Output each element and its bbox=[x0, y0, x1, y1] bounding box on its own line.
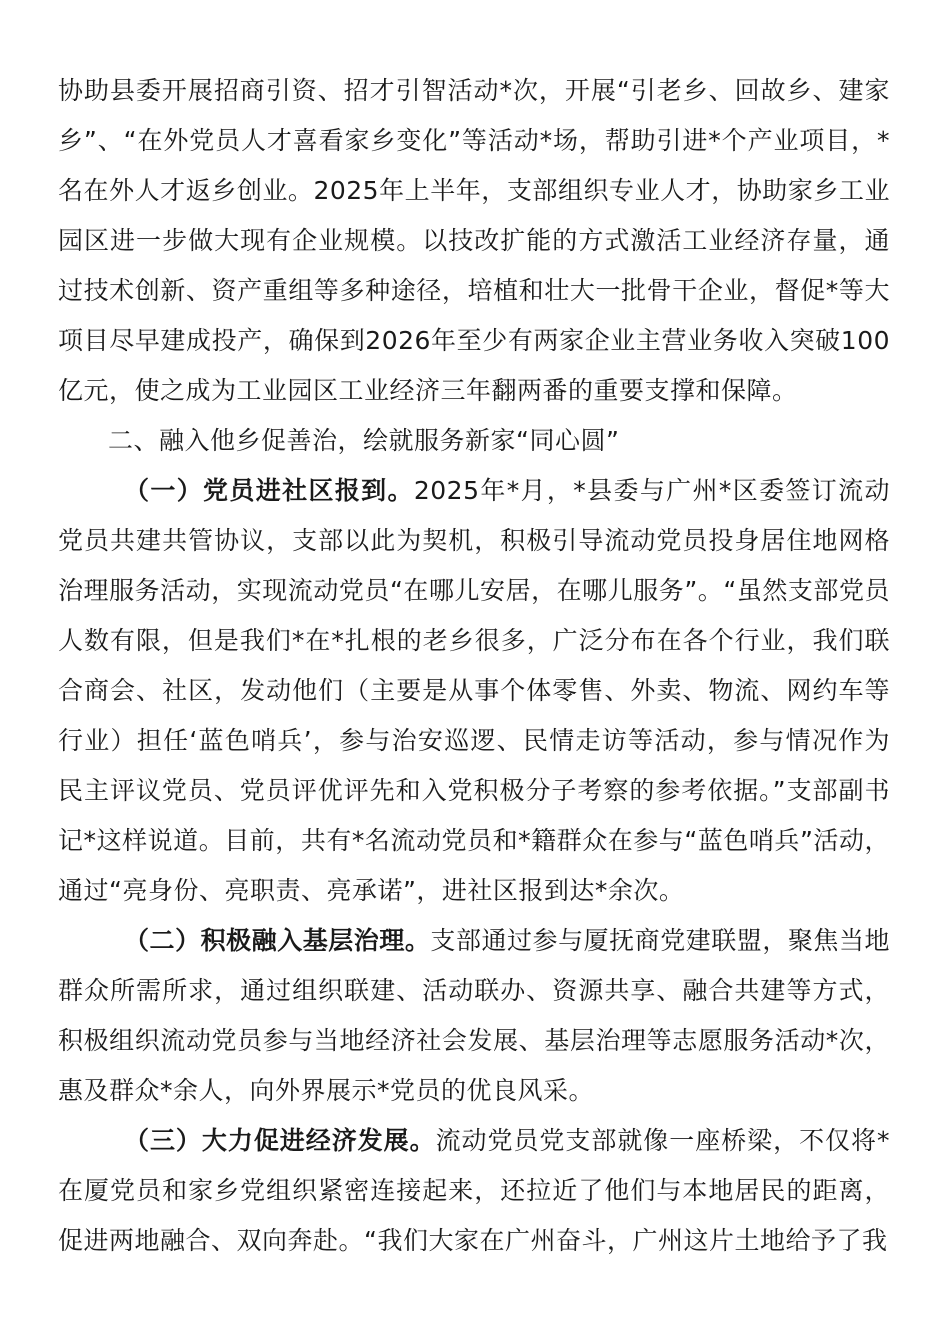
paragraph-investment: 协助县委开展招商引资、招才引智活动*次，开展“引老乡、回故乡、建家乡”、“在外党员人才喜看家乡变化”等活动*场，帮助引进*个产业项目，*名在外人才返乡创业。2025年上半年，支部组织专业人才，协助家乡工业园区进一步做大现有企业规模。以技改扩能的方式激活工业经济存量，通过技术创新、资产重组等多种途径，培植和壮大一批骨干企业，督促*等大项目尽早建成投产，确保到2026年至少有两家企业主营业务收入突破100亿元，使之成为工业园区工业经济三年翻两番的重要支撑和保障。 bbox=[58, 76, 890, 405]
paragraph-item-2 bbox=[58, 916, 890, 1116]
item-3-body: 流动党员党支部就像一座桥梁，不仅将*在厦党员和家乡党组织紧密连接起来，还拉近了他们与本地居民的距离，促进两地融合、双向奔赴。“我们大家在广州奋斗，广州这片土地给予了我 bbox=[58, 1126, 890, 1255]
item-2-title: （二）积极融入基层治理。 bbox=[124, 926, 431, 955]
item-1-body: 2025年*月，*县委与广州*区委签订流动党员共建共管协议，支部以此为契机，积极引导流动党员投身居住地网格治理服务活动，实现流动党员“在哪儿安居，在哪儿服务”。“虽然支部党员人数有限，但是我们*在*扎根的老乡很多，广泛分布在各个行业，我们联合商会、社区，发动他们（主要是从事个体零售、外卖、物流、网约车等行业）担任‘蓝色哨兵’，参与治安巡逻、民情走访等活动，参与情况作为民主评议党员、党员评优评先和入党积极分子考察的参考依据。”支部副书记*这样说道。目前，共有*名流动党员和*籍群众在参与“蓝色哨兵”活动，通过“亮身份、亮职责、亮承诺”，进社区报到达*余次。 bbox=[58, 476, 890, 905]
item-3-title: （三）大力促进经济发展。 bbox=[124, 1126, 436, 1155]
document-page bbox=[58, 66, 890, 1266]
paragraph-item-3 bbox=[58, 1116, 890, 1266]
item-1-title: （一）党员进社区报到。 bbox=[124, 476, 414, 505]
section-heading-2: 二、融入他乡促善治，绘就服务新家“同心圆” bbox=[108, 426, 620, 455]
item-2-body: 支部通过参与厦抚商党建联盟，聚焦当地群众所需所求，通过组织联建、活动联办、资源共享、融合共建等方式，积极组织流动党员参与当地经济社会发展、基层治理等志愿服务活动*次，惠及群众*余人，向外界展示*党员的优良风采。 bbox=[58, 926, 890, 1105]
paragraph-item-1 bbox=[58, 466, 890, 916]
